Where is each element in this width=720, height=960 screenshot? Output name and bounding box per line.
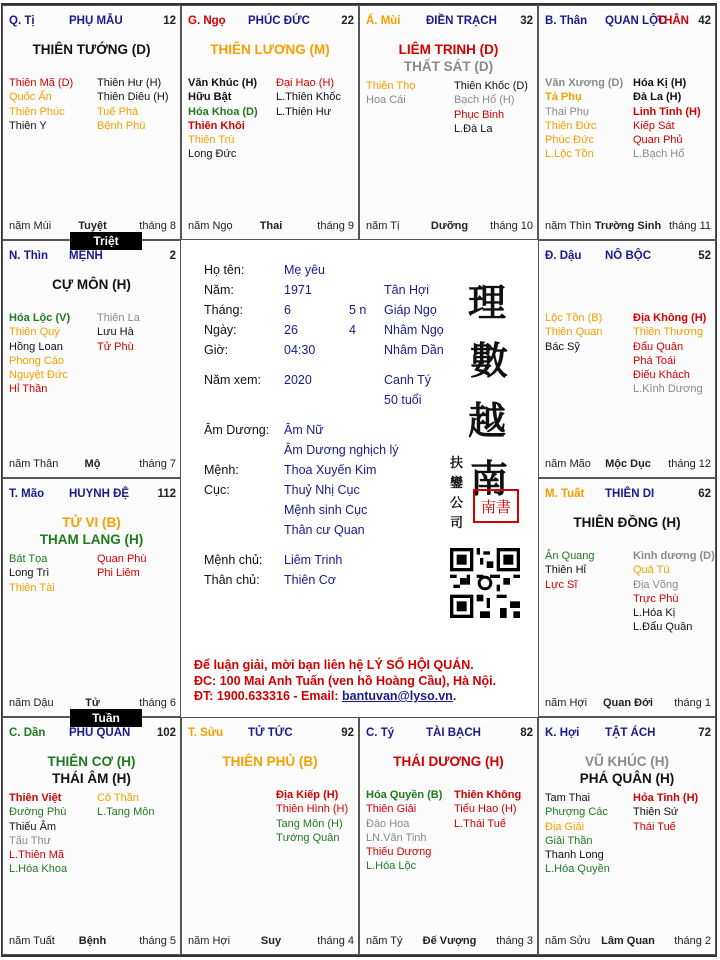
star-item: Hóa Kị (H) (633, 77, 687, 89)
star-item: Bạch Hổ (H) (454, 94, 515, 107)
contact-line-2: ĐC: 100 Mai Anh Tuấn (ven hồ Hoàng Cầu), Hà Nội. (194, 673, 497, 688)
star-item: Lộc Tồn (B) (545, 312, 603, 324)
star-item: Tả Phụ (545, 91, 582, 104)
star-item: L.Kình Dương (633, 383, 703, 396)
palace-number: 72 (698, 727, 711, 739)
star-item: Đà La (H) (633, 91, 682, 104)
day-value: 26 (284, 323, 298, 337)
star-item: Thái Tuế (633, 820, 676, 833)
day-can: Nhâm Ngọ (384, 323, 444, 337)
star-item: Giải Thần (545, 834, 593, 847)
palace-stage: Mộ (84, 458, 101, 470)
amduong-label: Âm Dương: (204, 423, 270, 437)
palace-year: năm Tị (366, 220, 400, 232)
star-item: Lưu Hà (97, 326, 134, 339)
calligraphy-char-2: 數 (470, 338, 509, 383)
palace-year: năm Mão (545, 458, 591, 470)
star-item: Văn Xương (D) (545, 77, 624, 89)
star-item: Địa Kiếp (H) (276, 789, 339, 801)
palace-number: 12 (163, 15, 176, 27)
palace-year: năm Dậu (9, 697, 54, 709)
star-item: Phượng Các (545, 806, 608, 819)
star-item: Thiên Hư (H) (97, 77, 162, 89)
star-item: Thiên Mã (D) (9, 77, 74, 89)
name-label: Họ tên: (204, 263, 245, 277)
view-year-can: Canh Tý (384, 373, 432, 387)
palace-stage: Trường Sinh (594, 220, 662, 232)
star-item: L.Hóa Lộc (366, 860, 417, 873)
star-item: Thiên Giải (366, 803, 417, 816)
menh-label: Mệnh: (204, 463, 239, 477)
main-star: THIÊN LƯƠNG (M) (210, 42, 330, 57)
star-item: Quốc Ấn (9, 91, 52, 104)
star-item: L.Thái Tuế (454, 817, 506, 830)
day-lunar: 4 (349, 323, 356, 337)
hour-can: Nhâm Dần (384, 343, 444, 357)
main-star: VŨ KHÚC (H) (585, 754, 669, 769)
palace-number: 42 (698, 15, 711, 27)
palace-name: TÀI BẠCH (426, 727, 481, 739)
star-item: Thiên Không (454, 789, 522, 801)
star-item: Hữu Bật (188, 91, 232, 104)
main-star: CỰ MÔN (H) (52, 277, 131, 292)
palace-year: năm Hợi (188, 935, 231, 947)
star-item: Cô Thần (97, 792, 139, 804)
branch-label: T. Sửu (188, 727, 224, 739)
star-item: Hoa Cái (366, 94, 406, 107)
main-star: THÁI DƯƠNG (H) (393, 754, 504, 769)
star-item: Hóa Khoa (D) (188, 105, 258, 118)
triet-tag: Triệt (70, 232, 142, 250)
name-value: Mẹ yêu (284, 263, 325, 277)
company-char-1: 扶 (450, 456, 464, 471)
contact-line-3 (194, 689, 496, 705)
palace-month: tháng 10 (490, 220, 533, 232)
main-star: LIÊM TRINH (D) (398, 42, 499, 57)
star-item: Hỏa Tinh (H) (633, 792, 699, 804)
star-item: L.Hóa Kị (633, 607, 676, 620)
palace-name: PHU QUÂN (69, 727, 131, 739)
star-item: Thiên Đức (545, 119, 597, 132)
palace-stage: Tử (85, 697, 100, 709)
palace-year: năm Mùi (9, 220, 52, 232)
star-item: Quan Phù (97, 553, 147, 565)
star-item: Thiên Trù (188, 134, 235, 147)
star-item: Địa Giải (545, 820, 585, 833)
calligraphy-char-4: 南 (470, 456, 509, 501)
branch-label: G. Ngọ (188, 15, 226, 27)
branch-label: Đ. Dậu (545, 250, 582, 262)
branch-label: B. Thân (545, 15, 588, 27)
star-item: Linh Tinh (H) (633, 105, 701, 118)
palace-month: tháng 5 (139, 935, 176, 947)
contact-info (194, 658, 496, 705)
palace-number: 82 (520, 727, 533, 739)
palace-name: TỬ TỨC (248, 727, 293, 739)
star-item: Thiên Khốc (D) (454, 80, 528, 92)
star-item: Đẩu Quân (633, 340, 684, 353)
menh-chu-label: Mệnh chủ: (204, 553, 263, 567)
palace-stage: Thai (259, 220, 283, 232)
star-item: L.Thiên Khốc (276, 91, 341, 104)
palace-month: tháng 11 (668, 220, 711, 232)
palace-stage: Lâm Quan (601, 935, 655, 947)
palace-name: ĐIỀN TRẠCH (426, 15, 497, 27)
star-item: Thanh Long (545, 849, 604, 862)
palace-month: tháng 2 (674, 935, 711, 947)
star-item: Kiếp Sát (633, 119, 675, 132)
star-item: Tam Thai (545, 792, 591, 804)
star-item: Thiên Hình (H) (276, 803, 349, 816)
star-item: L.Hóa Khoa (9, 863, 68, 876)
month-can: Giáp Ngọ (384, 303, 437, 317)
star-item: Bác Sỹ (545, 340, 580, 353)
star-item: Thai Phụ (545, 105, 590, 118)
contact-line-3-end: . (452, 689, 457, 703)
menh-chu-value: Liêm Trinh (284, 553, 343, 567)
cuc-value: Thuỷ Nhị Cục (284, 483, 360, 497)
palace-year: năm Sửu (545, 935, 591, 947)
branch-label: T. Mão (9, 488, 45, 500)
palace-name: HUYNH ĐỆ (69, 488, 130, 500)
star-item: Thiên Thọ (366, 80, 416, 92)
palace-stage: Đế Vượng (422, 935, 477, 947)
palace-year: năm Tý (366, 935, 403, 947)
qr-code-icon[interactable] (450, 548, 520, 618)
star-item: L.Đà La (454, 122, 493, 135)
palace-year: năm Tuất (9, 935, 55, 947)
year-value: 1971 (284, 283, 312, 297)
star-item: Thiếu Dương (366, 846, 432, 859)
palace-name: MỆNH (69, 250, 103, 262)
star-item: Thiên Việt (9, 792, 62, 804)
year-label: Năm: (204, 283, 234, 297)
palace-year: năm Hợi (545, 697, 588, 709)
view-year-value: 2020 (284, 373, 312, 387)
day-label: Ngày: (204, 323, 237, 337)
palace-stage: Mộc Dục (605, 458, 651, 470)
tuan-tag: Tuần (70, 709, 142, 727)
palace-month: tháng 1 (674, 697, 711, 709)
main-star: THẤT SÁT (D) (403, 59, 494, 74)
star-item: Quan Phủ (633, 134, 683, 147)
star-item: Thiên La (97, 312, 140, 324)
star-item: Đào Hoa (366, 817, 410, 830)
palace-name: PHÚC ĐỨC (248, 15, 310, 27)
star-item: LN.Văn Tinh (366, 831, 427, 844)
than-chu-label: Thân chủ: (204, 573, 260, 587)
palace-month: tháng 9 (317, 220, 354, 232)
palace-number: 22 (341, 15, 354, 27)
star-item: L.Lộc Tồn (545, 148, 594, 161)
view-year-label: Năm xem: (204, 373, 261, 387)
calligraphy-char-1: 理 (468, 280, 507, 325)
star-item: Kình dương (D) (633, 550, 715, 562)
star-item: Lực Sĩ (545, 578, 578, 591)
star-item: Thiên Sứ (633, 806, 679, 819)
palace-year: năm Thân (9, 458, 59, 470)
star-item: Long Trì (9, 567, 50, 580)
star-item: Điếu Khách (633, 369, 690, 382)
star-item: Bát Tọa (9, 553, 48, 565)
palace-name: NÔ BỘC (605, 250, 651, 262)
star-item: Thiên Quý (9, 326, 60, 339)
cuc-label: Cục: (204, 483, 230, 497)
star-item: L.Tang Môn (97, 806, 155, 819)
palace-number: 112 (157, 488, 176, 500)
star-item: L.Bạch Hổ (633, 148, 685, 161)
palace-stage: Quan Đới (603, 697, 653, 709)
palace-month: tháng 12 (668, 458, 711, 470)
cuc-note-1: Mệnh sinh Cục (284, 503, 368, 517)
main-star: THIÊN PHỦ (B) (222, 754, 318, 769)
star-item: Địa Võng (633, 578, 679, 591)
star-item: Tấu Thư (9, 834, 52, 847)
age-value: 50 tuổi (384, 393, 422, 407)
main-star: TỬ VI (B) (62, 515, 121, 530)
star-item: Phi Liêm (97, 567, 140, 580)
palace-month: tháng 6 (139, 697, 176, 709)
red-seal-stamp: 南書 (473, 489, 519, 523)
star-item: Đường Phù (9, 806, 67, 819)
star-item: Phục Binh (454, 108, 505, 121)
palace-number: 62 (698, 488, 711, 500)
star-item: Bệnh Phù (97, 119, 146, 132)
palace-number: 102 (156, 727, 176, 739)
palace-stage: Bệnh (78, 935, 107, 947)
branch-label: Ấ. Mùi (366, 15, 401, 27)
main-star: THIÊN CƠ (H) (47, 754, 136, 769)
star-item: Thiên Y (9, 119, 47, 132)
branch-label: C. Tý (366, 727, 395, 739)
palace-stage: Dưỡng (430, 220, 469, 232)
star-item: Đại Hao (H) (276, 77, 335, 89)
star-item: Long Đức (188, 148, 237, 161)
palace-year: năm Thìn (545, 220, 592, 232)
cuc-note-2: Thân cư Quan (284, 523, 365, 537)
branch-label: Q. Tị (9, 15, 35, 27)
palace-number: 2 (169, 250, 176, 262)
star-item: Quả Tú (633, 564, 670, 577)
palace-number: 32 (520, 15, 533, 27)
star-item: L.Thiên Hư (276, 105, 332, 118)
hour-label: Giờ: (204, 343, 229, 357)
star-item: Tướng Quân (276, 831, 340, 844)
branch-label: C. Dần (9, 727, 46, 739)
branch-label: M. Tuất (545, 488, 585, 500)
star-item: Thiên Hỉ (545, 564, 586, 577)
month-value: 6 (284, 303, 291, 317)
palace-year: năm Ngọ (188, 220, 233, 232)
contact-phone: ĐT: 1900.633316 - Email: (194, 689, 342, 703)
star-item: Trực Phù (633, 592, 679, 605)
star-item: Tử Phù (97, 340, 134, 353)
star-item: Phong Cáo (9, 354, 65, 367)
star-item: Hồng Loan (9, 340, 63, 353)
star-item: Thiên Tài (9, 581, 55, 594)
main-star: THÁI ÂM (H) (52, 771, 131, 786)
than-chu-value: Thiên Cơ (284, 573, 336, 587)
star-item: Thiên Phúc (9, 105, 65, 118)
branch-label: K. Hợi (545, 727, 580, 739)
star-item: Thiên Thương (633, 326, 704, 339)
company-char-4: 司 (450, 516, 464, 531)
palace-name: THIÊN DI (605, 488, 655, 500)
hour-value: 04:30 (284, 343, 316, 357)
palace-stage: Suy (260, 935, 282, 947)
star-item: Phá Toái (633, 354, 676, 367)
star-item: L.Thiên Mã (9, 849, 65, 862)
star-item: Thiếu Âm (9, 820, 57, 833)
star-item: Tiểu Hao (H) (454, 803, 517, 816)
star-item: Thiên Quan (545, 326, 603, 339)
main-star: THAM LANG (H) (39, 532, 144, 547)
contact-line-1: Để luận giải, mời bạn liên hệ LÝ SỐ HỘI QUÁN. (194, 658, 474, 672)
star-item: Phúc Đức (545, 134, 594, 147)
star-item: Hỉ Thần (9, 383, 48, 396)
branch-label: N. Thìn (9, 250, 48, 262)
star-item: Thiên Diêu (H) (97, 91, 169, 104)
year-can: Tân Hợi (384, 283, 430, 297)
palace-name: QUAN LỘC (605, 15, 667, 27)
amduong-value: Âm Nữ (284, 423, 324, 437)
palace-name: TẬT ÁCH (605, 727, 656, 739)
star-item: Thiên Khôi (188, 119, 245, 132)
palace-number: 52 (698, 250, 711, 262)
palace-month: tháng 3 (496, 935, 533, 947)
palace-month: tháng 8 (139, 220, 176, 232)
palace-number: 92 (341, 727, 354, 739)
palace-stage: Tuyệt (78, 220, 107, 232)
star-item: Hóa Lộc (V) (9, 312, 71, 324)
star-item: Tang Môn (H) (276, 817, 343, 830)
star-item: Văn Khúc (H) (188, 77, 258, 89)
month-lunar: 5 n (349, 303, 367, 317)
company-char-3: 公 (450, 496, 464, 511)
company-char-2: 鑾 (450, 476, 464, 491)
main-star: THIÊN ĐỒNG (H) (573, 515, 681, 530)
main-star: THIÊN TƯỚNG (D) (32, 42, 151, 57)
star-item: L.Hóa Quyền (545, 863, 610, 876)
calligraphy-char-3: 越 (468, 398, 507, 443)
star-item: L.Đẩu Quân (633, 621, 693, 634)
star-item: Tuế Phá (97, 105, 139, 118)
month-label: Tháng: (204, 303, 243, 317)
contact-email-link[interactable]: bantuvan@lyso.vn (342, 689, 453, 703)
palace-name: PHỤ MẪU (69, 15, 123, 27)
than-marker: THÂN (657, 15, 689, 27)
star-item: Địa Không (H) (633, 312, 707, 324)
menh-value: Thoa Xuyến Kim (284, 463, 377, 477)
amduong-note: Âm Dương nghịch lý (284, 443, 399, 457)
star-item: Nguyệt Đức (9, 369, 68, 382)
palace-month: tháng 7 (139, 458, 176, 470)
palace-month: tháng 4 (317, 935, 354, 947)
star-item: Hóa Quyền (B) (366, 789, 443, 801)
main-star: PHÁ QUÂN (H) (579, 771, 675, 786)
star-item: Ân Quang (545, 550, 595, 562)
